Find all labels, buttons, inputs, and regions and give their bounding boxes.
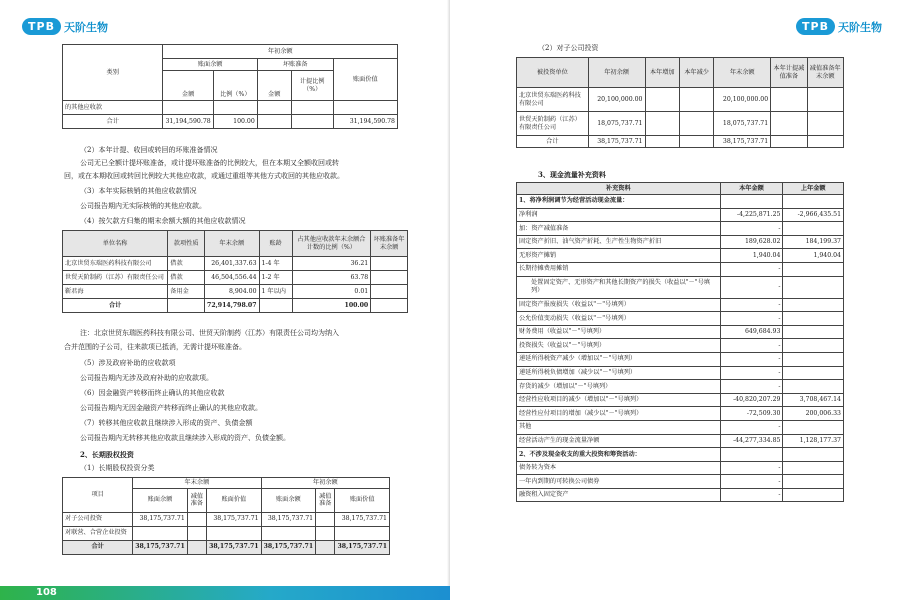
col-item: 补充资料 [517,183,721,195]
col-end: 年末余额 [205,231,260,257]
group-begin: 年初余额 [261,478,389,489]
table-row: 净利润 -4,225,871.25 -2,966,435.51 [517,208,844,222]
col-begin: 年初余额 [588,58,645,88]
table-row: 递延所得税负债增加（减少以"－"号填列） - [517,366,844,380]
tpb-badge: TPB [22,18,61,35]
table-row: 北京世贸东瑞医药科技有限公司 20,100,000.00 20,100,000.00 [517,88,844,112]
table-row: 其他 - [517,420,844,434]
table-row: 经营性应收项目的减少（增加以"－"号填列） -40,820,207.29 3,708,467.14 [517,393,844,407]
note-line1: 注：北京世贸东瑞医药科技有限公司、世贸天阶制药（江苏）有限责任公司均为纳入 [80,329,339,337]
total-amount: 31,194,590.78 [163,115,213,129]
col-this-year: 本年金额 [720,183,783,195]
table-row: 融资租入固定资产 - [517,488,844,502]
table-row: 债务转为资本 - [517,461,844,475]
col-value-end: 账面价值 [207,488,262,512]
section-2-subtitle: （1）长期股权投资分类 [80,464,155,472]
table-row: 存货的减少（增加以"－"号填列） - [517,380,844,394]
table-row: 世贸天阶制药（江苏）有限责任公司 18,075,737.71 18,075,737.71 [517,112,844,136]
col-impair-end: 减值准备年末余额 [807,58,843,88]
col-age: 账龄 [259,231,292,257]
page-footer-bar [0,586,450,600]
col-bad: 坏账准备 [257,59,333,71]
page-number: 109 [843,587,864,598]
p3-line1: 公司报告期内无实际核销的其他应收款。 [80,202,206,210]
p3-title: （3）本年实际核销的其他应收款情况 [80,187,197,195]
col-end: 年末余额 [714,58,771,88]
total-value: 31,194,590.78 [333,115,397,129]
p6-title: （6）因金融资产转移而终止确认的其他应收款 [80,389,225,397]
table-row: 对联营、合营企业投资 [63,526,390,540]
table-row: 世贸天阶制药（江苏）有限责任公司 借款 46,504,556.44 1-2 年 63.78 [63,271,408,285]
col-nature: 款项性质 [168,231,205,257]
table-row: 无形资产摊销 1,940.04 1,940.04 [517,249,844,263]
table-row: 固定资产折旧、油气资产折耗、生产性生物资产折旧 189,628.02 184,199.37 [517,235,844,249]
cash-flow-supplement-table [516,182,844,502]
col-value: 账面价值 [333,59,397,101]
section-2-title: 2、长期股权投资 [80,450,134,459]
table-row: 2、不涉及现金收支的重大投资和筹资活动： [517,448,844,462]
col-book-end: 账面余额 [133,488,188,512]
col-amount: 金额 [163,71,213,101]
table-row: 经营性应付项目的增加（减少以"－"号填列） -72,509.30 200,006.33 [517,407,844,421]
table-row: 1、将净利润调节为经营活动现金流量： [517,195,844,209]
section-3-title: 3、现金流量补充资料 [538,170,606,179]
col-book: 账面余额 [163,59,257,71]
brand-logo [796,18,882,35]
table-row: 投资损失（收益以"－"号填列） - [517,339,844,353]
note-line2: 合并范围的子公司，往来款项已抵消，无需计提坏账准备。 [64,343,246,351]
p2-line2: 回，或在本期收回或转回比例较大其他应收款，或通过重组等其他方式收回的其他应收款。 [64,172,344,180]
table-row: 处置固定资产、无形资产和其他长期资产的损失（收益以"－"号填列） - [517,276,844,298]
p5-title: （5）涉及政府补助的应收款项 [80,359,176,367]
page-number: 108 [36,587,57,598]
total-label: 合计 [517,136,589,148]
table-row: 长期待摊费用摊销 - [517,262,844,276]
sub-investment-title: （2）对子公司投资 [538,44,599,52]
col-decrease: 本年减少 [679,58,713,88]
brand-logo [22,18,108,35]
table-row: 财务费用（收益以"－"号填列） 649,684.93 [517,325,844,339]
col-impair-begin: 减值准备 [316,488,335,512]
col-item: 项目 [63,478,133,513]
col-last-year: 上年金额 [783,183,844,195]
brand-name: 天阶生物 [63,20,108,34]
table-row: 一年内到期的可转换公司债券 - [517,475,844,489]
col-ratio: 比例（%） [213,71,257,101]
long-term-equity-table: 项目 年末余额 年初余额 账面余额 减值准备 账面价值 账面余额 减值准备 账面价值 对子公司投资 38,175,737.71 38,175,737.71 38,175,737.71 38,175,737.71 对联营、合营企业投资 合计 38,175,737.71 38,175,737.71 38,175,737.71 38,175,737.71 [62,477,390,555]
total-label: 合计 [63,299,168,313]
large-receivables-table [62,230,408,313]
col-increase: 本年增加 [645,58,679,88]
col-value-begin: 账面价值 [335,488,390,512]
p4-title: （4）按欠款方归集的期末余额大额的其他应收款情况 [80,217,246,225]
subsidiary-investment-table: 被投资单位 年初余额 本年增加 本年减少 年末余额 本年计提减值准备 减值准备年末余额 北京世贸东瑞医药科技有限公司 20,100,000.00 20,100,000.00 世贸天阶制药（江苏）有限责任公司 18,075,737.71 18,075,737.71 合计 38,175,737.71 38,175,737.71 [516,57,844,148]
p2-title: （2）本年计提、收回或转回的坏账准备情况 [80,146,218,154]
total-pct: 100.00 [292,299,371,313]
col-pct: 占其他应收款年末余额合计数的比例（%） [292,231,371,257]
col-unit: 被投资单位 [517,58,589,88]
tpb-badge: TPB [796,18,835,35]
table-row: 固定资产报废损失（收益以"－"号填列） - [517,298,844,312]
right-page [450,0,900,600]
p2-line1: 公司无已全额计提坏账准备，或计提坏账准备的比例较大，但在本期又全额收回或转 [80,159,339,167]
row-other-label: 的其他应收款 [63,101,163,115]
total-ratio: 100.00 [213,115,257,129]
table-row: 北京世贸东瑞医药科技有限公司 借款 26,401,337.63 1-4 年 36.21 [63,257,408,271]
col-bad-amount: 金额 [257,71,291,101]
col-name: 单位名称 [63,231,168,257]
total-label: 合计 [63,540,133,554]
col-impair-year: 本年计提减值准备 [771,58,807,88]
p7-title: （7）转移其他应收款且继续涉入形成的资产、负债金额 [80,419,253,427]
col-bad-ratio: 计提比例（%） [291,71,333,101]
col-bad-end: 坏账准备年末余额 [371,231,408,257]
other-receivables-table [62,44,398,129]
table-row: 公允价值变动损失（收益以"－"号填列） - [517,312,844,326]
row-total-label: 合计 [63,115,163,129]
table-row: 递延所得税资产减少（增加以"－"号填列） - [517,352,844,366]
table-row: 靳君海 备用金 8,904.00 1 年以内 0.01 [63,285,408,299]
p5-line1: 公司报告期内无涉及政府补助的应收款项。 [80,374,213,382]
col-book-begin: 账面余额 [261,488,316,512]
brand-name: 天阶生物 [837,20,882,34]
p6-line1: 公司报告期内无因金融资产转移而终止确认的其他应收款。 [80,404,262,412]
group-begin: 年初余额 [163,45,398,59]
col-impair-end: 减值准备 [187,488,206,512]
table-row: 对子公司投资 38,175,737.71 38,175,737.71 38,175,737.71 38,175,737.71 [63,512,390,526]
total-end: 72,914,798.07 [205,299,260,313]
group-end: 年末余额 [133,478,261,489]
p7-line1: 公司报告期内无转移其他应收款且继续涉入形成的资产、负债金额。 [80,434,290,442]
col-category: 类别 [63,45,163,101]
table-row: 加：资产减值准备 - [517,222,844,236]
table-row: 经营活动产生的现金流量净额 -44,277,334.85 1,128,177.37 [517,434,844,448]
